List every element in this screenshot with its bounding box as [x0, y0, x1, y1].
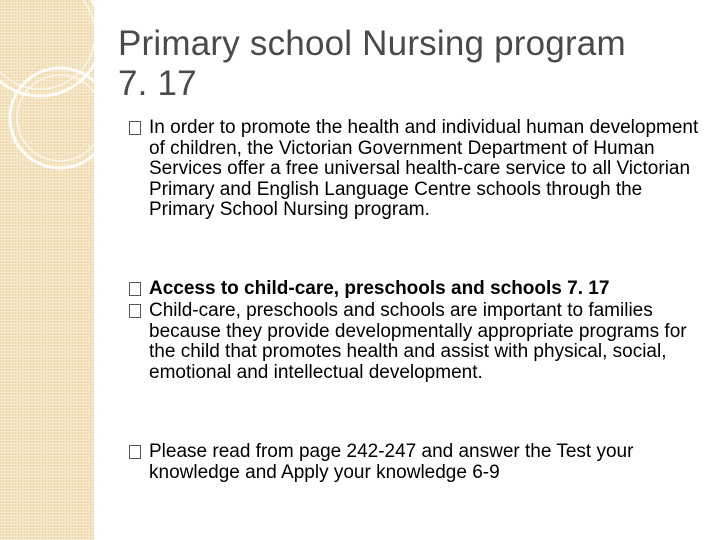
slide-title [118, 24, 698, 104]
title-line-2: 7. 17 [118, 64, 197, 103]
bullet-item [129, 279, 699, 300]
bullet-item [129, 118, 699, 221]
bullet-item [129, 442, 699, 483]
bullet-text: In order to promote the health and individual human development of children, the Victorian Government Department of Human Services offer a free universal health-care service to all Victorian Primary and English Language Centre schools through the Primary School Nursing program. [149, 117, 699, 220]
bullet-text: Please read from page 242-247 and answer the Test your knowledge and Apply your knowledge 6-9 [149, 441, 634, 483]
bullet-text: Child-care, preschools and schools are important to families because they provide developmentally appropriate programs for the child that promotes health and assist with physical, social, emotional and intellectual development. [149, 300, 687, 383]
bullet-box-icon [129, 282, 141, 296]
bullet-box-icon [129, 121, 141, 135]
bullet-item [129, 301, 699, 383]
title-line-1: Primary school Nursing program [118, 24, 626, 63]
bullet-box-icon [129, 445, 141, 459]
bullet-box-icon [129, 304, 141, 318]
bullet-heading: Access to child-care, preschools and schools 7. 17 [149, 278, 610, 299]
